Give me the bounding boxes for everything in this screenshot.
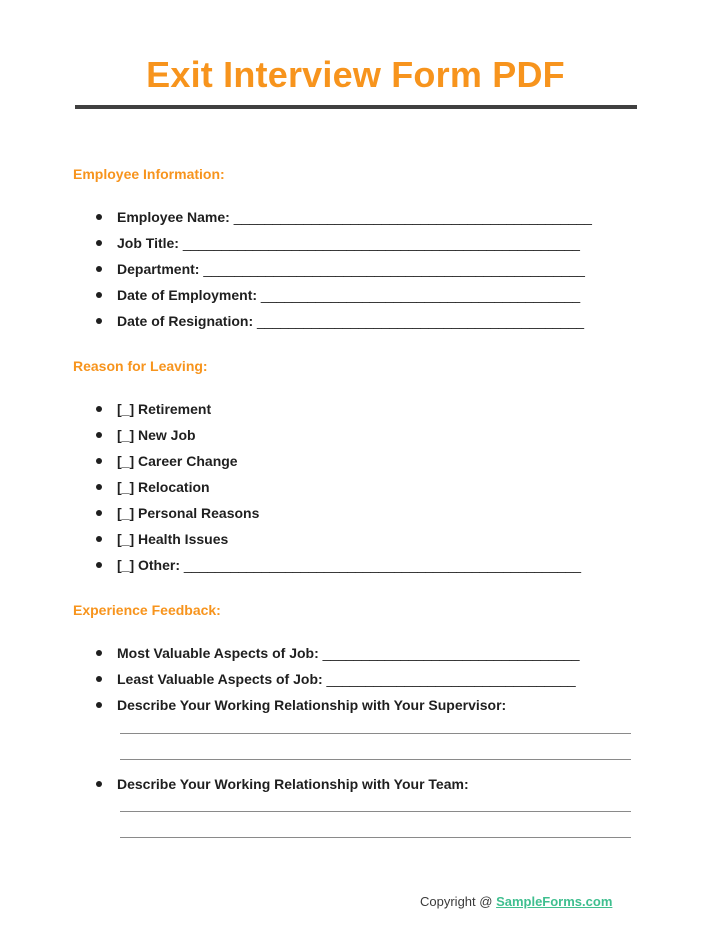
list-item-date-of-employment: Date of Employment: _________________________________________ bbox=[0, 287, 592, 313]
section-heading-reason-for-leaving: Reason for Leaving: bbox=[73, 358, 208, 374]
bullet-icon bbox=[96, 266, 102, 272]
bullet-icon bbox=[96, 214, 102, 220]
bullet-icon bbox=[96, 650, 102, 656]
bullet-icon bbox=[96, 406, 102, 412]
bullet-icon bbox=[96, 292, 102, 298]
supervisor-answer-line-1[interactable] bbox=[120, 733, 631, 734]
bullet-icon bbox=[96, 510, 102, 516]
checkbox-health-issues[interactable]: [_] Health Issues bbox=[0, 531, 581, 557]
copyright-footer: Copyright @ SampleForms.com bbox=[420, 894, 613, 909]
section-heading-employee-information: Employee Information: bbox=[73, 166, 225, 182]
list-item-employee-name: Employee Name: ______________________________________________ bbox=[0, 209, 592, 235]
title-divider bbox=[75, 105, 637, 109]
bullet-icon bbox=[96, 432, 102, 438]
bullet-icon bbox=[96, 458, 102, 464]
bullet-icon bbox=[96, 676, 102, 682]
bullet-icon bbox=[96, 702, 102, 708]
date-of-resignation-field[interactable]: __________________________________________ bbox=[257, 313, 585, 329]
bullet-icon bbox=[96, 484, 102, 490]
sampleforms-link[interactable]: SampleForms.com bbox=[496, 894, 613, 909]
list-item-job-title: Job Title: ___________________________________________________ bbox=[0, 235, 592, 261]
bullet-icon bbox=[96, 240, 102, 246]
team-answer-line-1[interactable] bbox=[120, 811, 631, 812]
list-item-department: Department: _________________________________________________ bbox=[0, 261, 592, 287]
page-title: Exit Interview Form PDF bbox=[146, 54, 565, 95]
checkbox-retirement[interactable]: [_] Retirement bbox=[0, 401, 581, 427]
bullet-icon bbox=[96, 318, 102, 324]
bullet-icon bbox=[96, 781, 102, 787]
checkbox-other[interactable]: [_] Other: ___________________________________________________ bbox=[0, 557, 581, 583]
section-heading-experience-feedback: Experience Feedback: bbox=[73, 602, 221, 618]
bullet-icon bbox=[96, 562, 102, 568]
job-title-field[interactable]: ___________________________________________________ bbox=[182, 235, 580, 251]
list-item-team-relationship: Describe Your Working Relationship with Your Team: bbox=[0, 776, 469, 802]
employee-information-list bbox=[0, 209, 592, 339]
checkbox-personal-reasons[interactable]: [_] Personal Reasons bbox=[0, 505, 581, 531]
checkbox-career-change[interactable]: [_] Career Change bbox=[0, 453, 581, 479]
date-of-employment-field[interactable]: _________________________________________ bbox=[260, 287, 581, 303]
least-valuable-field[interactable]: ________________________________ bbox=[326, 671, 576, 687]
list-item-least-valuable: Least Valuable Aspects of Job: ________________________________ bbox=[0, 671, 580, 697]
list-item-most-valuable: Most Valuable Aspects of Job: _________________________________ bbox=[0, 645, 580, 671]
experience-feedback-list bbox=[0, 645, 580, 723]
checkbox-new-job[interactable]: [_] New Job bbox=[0, 427, 581, 453]
department-field[interactable]: _________________________________________________ bbox=[203, 261, 585, 277]
reason-for-leaving-list bbox=[0, 401, 581, 583]
team-answer-line-2[interactable] bbox=[120, 837, 631, 838]
employee-name-field[interactable]: ______________________________________________ bbox=[233, 209, 592, 225]
bullet-icon bbox=[96, 536, 102, 542]
supervisor-answer-line-2[interactable] bbox=[120, 759, 631, 760]
other-reason-field[interactable]: ___________________________________________________ bbox=[183, 557, 581, 573]
list-item-date-of-resignation: Date of Resignation: __________________________________________ bbox=[0, 313, 592, 339]
most-valuable-field[interactable]: _________________________________ bbox=[322, 645, 580, 661]
checkbox-relocation[interactable]: [_] Relocation bbox=[0, 479, 581, 505]
experience-feedback-list-team bbox=[0, 776, 469, 802]
list-item-supervisor-relationship: Describe Your Working Relationship with Your Supervisor: bbox=[0, 697, 580, 723]
